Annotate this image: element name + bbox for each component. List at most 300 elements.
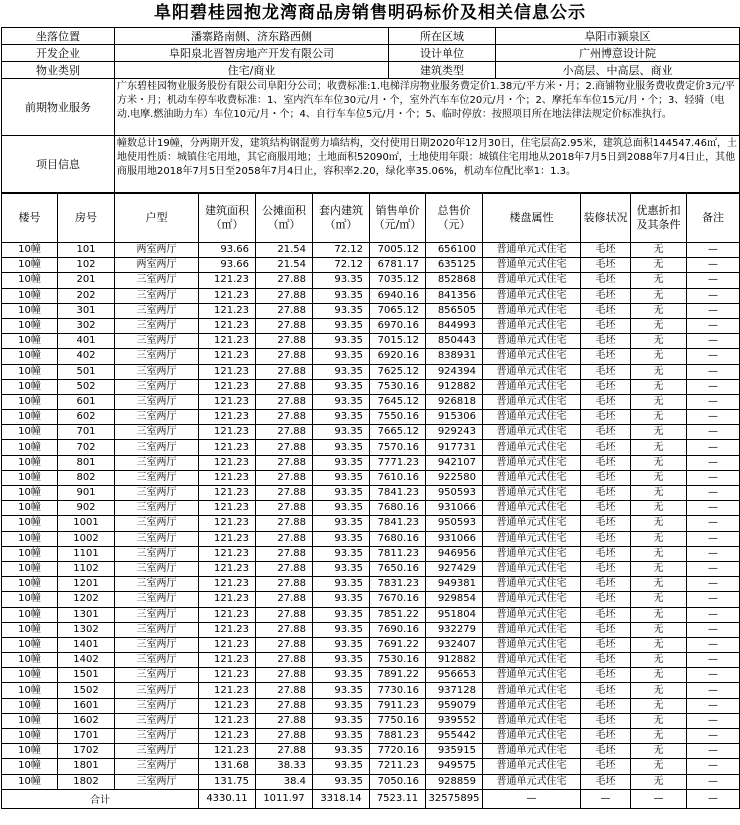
cell-property-attr: 普通单元式住宅 xyxy=(483,516,581,531)
cell-room: 102 xyxy=(58,258,115,273)
cell-unit-price: 7570.16 xyxy=(370,440,426,455)
cell-unit-price: 7690.16 xyxy=(370,622,426,637)
table-row xyxy=(2,394,740,409)
table-row xyxy=(2,713,740,728)
cell-layout: 三室两厅 xyxy=(115,394,199,409)
cell-area: 121.23 xyxy=(199,577,256,592)
cell-unit-price: 7665.12 xyxy=(370,425,426,440)
cell-total-price: 856505 xyxy=(426,303,483,318)
table-row xyxy=(2,729,740,744)
cell-decoration: 毛坯 xyxy=(581,759,631,774)
cell-room: 1401 xyxy=(58,637,115,652)
table-row xyxy=(2,379,740,394)
cell-layout: 三室两厅 xyxy=(115,334,199,349)
cell-property-attr: 普通单元式住宅 xyxy=(483,303,581,318)
table-row xyxy=(2,653,740,668)
total-inner: 3318.14 xyxy=(313,789,370,808)
cell-area: 121.23 xyxy=(199,470,256,485)
cell-note: — xyxy=(687,334,740,349)
building-type-label: 建筑类型 xyxy=(389,62,496,79)
cell-decoration: 毛坯 xyxy=(581,425,631,440)
cell-note: — xyxy=(687,318,740,333)
cell-note: — xyxy=(687,470,740,485)
cell-total-price: 956653 xyxy=(426,668,483,683)
cell-property-attr: 普通单元式住宅 xyxy=(483,440,581,455)
cell-note: — xyxy=(687,698,740,713)
cell-area: 121.23 xyxy=(199,713,256,728)
cell-building: 10幢 xyxy=(2,759,58,774)
cell-building: 10幢 xyxy=(2,592,58,607)
cell-building: 10幢 xyxy=(2,334,58,349)
cell-discount: 无 xyxy=(631,349,687,364)
cell-unit-price: 7680.16 xyxy=(370,501,426,516)
cell-layout: 三室两厅 xyxy=(115,455,199,470)
cell-inner-area: 93.35 xyxy=(313,577,370,592)
cell-decoration: 毛坯 xyxy=(581,243,631,258)
region-value: 阜阳市颍泉区 xyxy=(496,28,740,45)
cell-layout: 三室两厅 xyxy=(115,577,199,592)
cell-building: 10幢 xyxy=(2,273,58,288)
cell-discount: 无 xyxy=(631,653,687,668)
cell-building: 10幢 xyxy=(2,501,58,516)
cell-area: 121.23 xyxy=(199,516,256,531)
cell-note: — xyxy=(687,379,740,394)
cell-shared-area: 27.88 xyxy=(256,486,313,501)
cell-total-price: 949381 xyxy=(426,577,483,592)
cell-shared-area: 38.4 xyxy=(256,774,313,789)
table-row xyxy=(2,455,740,470)
cell-shared-area: 27.88 xyxy=(256,455,313,470)
cell-inner-area: 93.35 xyxy=(313,486,370,501)
cell-area: 121.23 xyxy=(199,349,256,364)
cell-property-attr: 普通单元式住宅 xyxy=(483,759,581,774)
table-row xyxy=(2,303,740,318)
cell-decoration: 毛坯 xyxy=(581,303,631,318)
cell-room: 902 xyxy=(58,501,115,516)
total-area: 4330.11 xyxy=(199,789,256,808)
cell-property-attr: 普通单元式住宅 xyxy=(483,637,581,652)
cell-room: 1302 xyxy=(58,622,115,637)
cell-decoration: 毛坯 xyxy=(581,774,631,789)
cell-total-price: 959079 xyxy=(426,698,483,713)
cell-decoration: 毛坯 xyxy=(581,637,631,652)
column-header: 建筑面积（㎡） xyxy=(199,194,256,243)
cell-area: 121.23 xyxy=(199,334,256,349)
cell-room: 101 xyxy=(58,243,115,258)
column-header: 销售单价（元/㎡） xyxy=(370,194,426,243)
table-row xyxy=(2,258,740,273)
cell-area: 121.23 xyxy=(199,607,256,622)
cell-property-attr: 普通单元式住宅 xyxy=(483,394,581,409)
cell-area: 121.23 xyxy=(199,653,256,668)
cell-discount: 无 xyxy=(631,455,687,470)
cell-unit-price: 6940.16 xyxy=(370,288,426,303)
cell-layout: 三室两厅 xyxy=(115,410,199,425)
cell-discount: 无 xyxy=(631,759,687,774)
cell-layout: 三室两厅 xyxy=(115,774,199,789)
cell-shared-area: 27.88 xyxy=(256,273,313,288)
cell-decoration: 毛坯 xyxy=(581,364,631,379)
cell-decoration: 毛坯 xyxy=(581,622,631,637)
cell-total-price: 912882 xyxy=(426,653,483,668)
cell-property-attr: 普通单元式住宅 xyxy=(483,425,581,440)
cell-property-attr: 普通单元式住宅 xyxy=(483,470,581,485)
cell-inner-area: 93.35 xyxy=(313,425,370,440)
cell-total-price: 917731 xyxy=(426,440,483,455)
column-header: 优惠折扣及其条件 xyxy=(631,194,687,243)
cell-property-attr: 普通单元式住宅 xyxy=(483,698,581,713)
cell-shared-area: 27.88 xyxy=(256,683,313,698)
cell-total-price: 929243 xyxy=(426,425,483,440)
cell-total-price: 946956 xyxy=(426,546,483,561)
cell-total-price: 929854 xyxy=(426,592,483,607)
cell-total-price: 931066 xyxy=(426,501,483,516)
cell-decoration: 毛坯 xyxy=(581,607,631,622)
cell-note: — xyxy=(687,410,740,425)
cell-unit-price: 7645.12 xyxy=(370,394,426,409)
cell-note: — xyxy=(687,637,740,652)
table-row xyxy=(2,470,740,485)
table-row xyxy=(2,486,740,501)
cell-decoration: 毛坯 xyxy=(581,592,631,607)
cell-note: — xyxy=(687,577,740,592)
table-row xyxy=(2,318,740,333)
cell-decoration: 毛坯 xyxy=(581,683,631,698)
cell-total-price: 852868 xyxy=(426,273,483,288)
cell-discount: 无 xyxy=(631,546,687,561)
cell-area: 121.23 xyxy=(199,364,256,379)
cell-discount: 无 xyxy=(631,622,687,637)
cell-layout: 三室两厅 xyxy=(115,713,199,728)
cell-discount: 无 xyxy=(631,713,687,728)
column-header: 楼号 xyxy=(2,194,58,243)
cell-property-attr: 普通单元式住宅 xyxy=(483,622,581,637)
cell-shared-area: 27.88 xyxy=(256,729,313,744)
cell-building: 10幢 xyxy=(2,455,58,470)
cell-inner-area: 93.35 xyxy=(313,318,370,333)
cell-building: 10幢 xyxy=(2,288,58,303)
cell-layout: 三室两厅 xyxy=(115,273,199,288)
cell-inner-area: 93.35 xyxy=(313,440,370,455)
cell-total-price: 937128 xyxy=(426,683,483,698)
cell-inner-area: 93.35 xyxy=(313,607,370,622)
cell-property-attr: 普通单元式住宅 xyxy=(483,744,581,759)
cell-building: 10幢 xyxy=(2,637,58,652)
cell-note: — xyxy=(687,440,740,455)
cell-room: 1501 xyxy=(58,668,115,683)
property-type-value: 住宅/商业 xyxy=(115,62,389,79)
cell-inner-area: 93.35 xyxy=(313,759,370,774)
cell-building: 10幢 xyxy=(2,303,58,318)
cell-decoration: 毛坯 xyxy=(581,258,631,273)
cell-note: — xyxy=(687,622,740,637)
cell-room: 901 xyxy=(58,486,115,501)
cell-property-attr: 普通单元式住宅 xyxy=(483,653,581,668)
table-row xyxy=(2,334,740,349)
cell-shared-area: 27.88 xyxy=(256,592,313,607)
cell-area: 131.68 xyxy=(199,759,256,774)
cell-total-price: 844993 xyxy=(426,318,483,333)
cell-area: 121.23 xyxy=(199,379,256,394)
cell-layout: 三室两厅 xyxy=(115,698,199,713)
cell-room: 301 xyxy=(58,303,115,318)
cell-note: — xyxy=(687,288,740,303)
cell-room: 1301 xyxy=(58,607,115,622)
column-header: 装修状况 xyxy=(581,194,631,243)
cell-inner-area: 93.35 xyxy=(313,288,370,303)
cell-layout: 三室两厅 xyxy=(115,486,199,501)
cell-property-attr: 普通单元式住宅 xyxy=(483,379,581,394)
cell-building: 10幢 xyxy=(2,394,58,409)
cell-decoration: 毛坯 xyxy=(581,394,631,409)
cell-layout: 三室两厅 xyxy=(115,349,199,364)
cell-shared-area: 27.88 xyxy=(256,561,313,576)
cell-unit-price: 7851.22 xyxy=(370,607,426,622)
cell-area: 121.23 xyxy=(199,592,256,607)
cell-shared-area: 27.88 xyxy=(256,668,313,683)
column-header: 楼盘属性 xyxy=(483,194,581,243)
cell-inner-area: 93.35 xyxy=(313,592,370,607)
cell-property-attr: 普通单元式住宅 xyxy=(483,713,581,728)
column-header: 备注 xyxy=(687,194,740,243)
cell-building: 10幢 xyxy=(2,546,58,561)
cell-note: — xyxy=(687,258,740,273)
cell-discount: 无 xyxy=(631,531,687,546)
cell-unit-price: 7691.22 xyxy=(370,637,426,652)
region-label: 所在区域 xyxy=(389,28,496,45)
cell-unit-price: 7811.23 xyxy=(370,546,426,561)
cell-area: 121.23 xyxy=(199,668,256,683)
project-label: 项目信息 xyxy=(2,136,115,193)
cell-property-attr: 普通单元式住宅 xyxy=(483,607,581,622)
cell-building: 10幢 xyxy=(2,683,58,698)
cell-note: — xyxy=(687,653,740,668)
cell-note: — xyxy=(687,774,740,789)
cell-inner-area: 93.35 xyxy=(313,774,370,789)
cell-unit-price: 7211.23 xyxy=(370,759,426,774)
cell-layout: 三室两厅 xyxy=(115,607,199,622)
cell-inner-area: 93.35 xyxy=(313,698,370,713)
cell-decoration: 毛坯 xyxy=(581,379,631,394)
cell-layout: 三室两厅 xyxy=(115,501,199,516)
cell-total-price: 939552 xyxy=(426,713,483,728)
cell-unit-price: 7530.16 xyxy=(370,379,426,394)
cell-total-price: 912882 xyxy=(426,379,483,394)
cell-property-attr: 普通单元式住宅 xyxy=(483,577,581,592)
cell-property-attr: 普通单元式住宅 xyxy=(483,561,581,576)
cell-building: 10幢 xyxy=(2,516,58,531)
table-row xyxy=(2,592,740,607)
cell-area: 121.23 xyxy=(199,561,256,576)
cell-layout: 三室两厅 xyxy=(115,531,199,546)
cell-area: 121.23 xyxy=(199,744,256,759)
table-row xyxy=(2,273,740,288)
cell-note: — xyxy=(687,744,740,759)
cell-inner-area: 93.35 xyxy=(313,729,370,744)
cell-layout: 两室两厅 xyxy=(115,243,199,258)
cell-area: 121.23 xyxy=(199,394,256,409)
cell-room: 201 xyxy=(58,273,115,288)
cell-discount: 无 xyxy=(631,637,687,652)
cell-total-price: 942107 xyxy=(426,455,483,470)
cell-room: 1102 xyxy=(58,561,115,576)
cell-decoration: 毛坯 xyxy=(581,318,631,333)
cell-layout: 三室两厅 xyxy=(115,288,199,303)
cell-area: 121.23 xyxy=(199,425,256,440)
cell-area: 121.23 xyxy=(199,698,256,713)
cell-decoration: 毛坯 xyxy=(581,410,631,425)
cell-unit-price: 7750.16 xyxy=(370,713,426,728)
cell-area: 121.23 xyxy=(199,303,256,318)
cell-decoration: 毛坯 xyxy=(581,440,631,455)
cell-discount: 无 xyxy=(631,516,687,531)
cell-inner-area: 93.35 xyxy=(313,455,370,470)
cell-total-price: 850443 xyxy=(426,334,483,349)
cell-property-attr: 普通单元式住宅 xyxy=(483,258,581,273)
cell-room: 1201 xyxy=(58,577,115,592)
table-row xyxy=(2,425,740,440)
cell-discount: 无 xyxy=(631,273,687,288)
cell-decoration: 毛坯 xyxy=(581,516,631,531)
cell-unit-price: 7530.16 xyxy=(370,653,426,668)
cell-note: — xyxy=(687,273,740,288)
cell-building: 10幢 xyxy=(2,577,58,592)
cell-shared-area: 27.88 xyxy=(256,364,313,379)
column-header: 套内建筑（㎡） xyxy=(313,194,370,243)
cell-property-attr: 普通单元式住宅 xyxy=(483,288,581,303)
cell-property-attr: 普通单元式住宅 xyxy=(483,546,581,561)
cell-layout: 三室两厅 xyxy=(115,759,199,774)
table-row xyxy=(2,577,740,592)
cell-building: 10幢 xyxy=(2,561,58,576)
cell-area: 121.23 xyxy=(199,455,256,470)
cell-discount: 无 xyxy=(631,744,687,759)
cell-room: 1802 xyxy=(58,774,115,789)
cell-discount: 无 xyxy=(631,288,687,303)
cell-room: 1801 xyxy=(58,759,115,774)
cell-layout: 三室两厅 xyxy=(115,668,199,683)
cell-discount: 无 xyxy=(631,303,687,318)
table-row xyxy=(2,288,740,303)
cell-note: — xyxy=(687,455,740,470)
cell-area: 121.23 xyxy=(199,546,256,561)
cell-discount: 无 xyxy=(631,410,687,425)
table-row xyxy=(2,607,740,622)
cell-building: 10幢 xyxy=(2,470,58,485)
cell-inner-area: 93.35 xyxy=(313,531,370,546)
table-row xyxy=(2,774,740,789)
cell-unit-price: 7720.16 xyxy=(370,744,426,759)
cell-room: 1502 xyxy=(58,683,115,698)
cell-shared-area: 27.88 xyxy=(256,622,313,637)
cell-total-price: 927429 xyxy=(426,561,483,576)
cell-total-price: 656100 xyxy=(426,243,483,258)
cell-building: 10幢 xyxy=(2,744,58,759)
cell-total-price: 838931 xyxy=(426,349,483,364)
cell-area: 121.23 xyxy=(199,486,256,501)
cell-decoration: 毛坯 xyxy=(581,546,631,561)
cell-layout: 三室两厅 xyxy=(115,744,199,759)
cell-room: 1002 xyxy=(58,531,115,546)
table-row xyxy=(2,349,740,364)
cell-inner-area: 93.35 xyxy=(313,622,370,637)
cell-building: 10幢 xyxy=(2,653,58,668)
cell-note: — xyxy=(687,546,740,561)
cell-decoration: 毛坯 xyxy=(581,334,631,349)
cell-inner-area: 93.35 xyxy=(313,470,370,485)
cell-layout: 三室两厅 xyxy=(115,546,199,561)
cell-area: 121.23 xyxy=(199,501,256,516)
cell-unit-price: 7680.16 xyxy=(370,531,426,546)
cell-decoration: 毛坯 xyxy=(581,668,631,683)
cell-shared-area: 27.88 xyxy=(256,744,313,759)
cell-decoration: 毛坯 xyxy=(581,501,631,516)
total-decor: — xyxy=(581,789,631,808)
cell-total-price: 949575 xyxy=(426,759,483,774)
table-row xyxy=(2,531,740,546)
cell-room: 1701 xyxy=(58,729,115,744)
cell-inner-area: 93.35 xyxy=(313,379,370,394)
cell-unit-price: 7881.23 xyxy=(370,729,426,744)
cell-discount: 无 xyxy=(631,577,687,592)
cell-property-attr: 普通单元式住宅 xyxy=(483,486,581,501)
cell-shared-area: 27.88 xyxy=(256,531,313,546)
cell-room: 1101 xyxy=(58,546,115,561)
project-value: 幢数总计19幢，分两期开发，建筑结构钢混剪力墙结构，交付使用日期2020年12月30日，住宅层高2.95米，建筑总面积144547.46㎡，土地使用性质：城镇住宅用地，其它商服用地；土地面积52090㎡，土地使用年限：城镇住宅用地从2018年7月5日到2088年7月4日止，其他商服用地2018年7月5日至2058年7月4日止，容积率2.20，绿化率35.06%，机动车位配比率1：1.3。 xyxy=(115,136,740,193)
cell-property-attr: 普通单元式住宅 xyxy=(483,531,581,546)
cell-decoration: 毛坯 xyxy=(581,729,631,744)
cell-total-price: 922580 xyxy=(426,470,483,485)
column-header: 房号 xyxy=(58,194,115,243)
cell-note: — xyxy=(687,349,740,364)
cell-note: — xyxy=(687,394,740,409)
cell-inner-area: 93.35 xyxy=(313,683,370,698)
cell-building: 10幢 xyxy=(2,607,58,622)
cell-room: 1202 xyxy=(58,592,115,607)
total-label: 合计 xyxy=(2,789,199,808)
cell-room: 302 xyxy=(58,318,115,333)
cell-unit-price: 7911.23 xyxy=(370,698,426,713)
cell-unit-price: 7891.22 xyxy=(370,668,426,683)
cell-shared-area: 27.88 xyxy=(256,394,313,409)
table-row xyxy=(2,561,740,576)
cell-discount: 无 xyxy=(631,425,687,440)
cell-total-price: 951804 xyxy=(426,607,483,622)
cell-inner-area: 93.35 xyxy=(313,516,370,531)
cell-total-price: 950593 xyxy=(426,516,483,531)
cell-note: — xyxy=(687,592,740,607)
cell-unit-price: 6920.16 xyxy=(370,349,426,364)
cell-note: — xyxy=(687,501,740,516)
cell-note: — xyxy=(687,531,740,546)
table-row xyxy=(2,440,740,455)
cell-property-attr: 普通单元式住宅 xyxy=(483,243,581,258)
cell-decoration: 毛坯 xyxy=(581,531,631,546)
cell-inner-area: 93.35 xyxy=(313,546,370,561)
cell-unit-price: 7035.12 xyxy=(370,273,426,288)
cell-layout: 三室两厅 xyxy=(115,729,199,744)
cell-total-price: 924394 xyxy=(426,364,483,379)
developer-label: 开发企业 xyxy=(2,45,115,62)
cell-layout: 三室两厅 xyxy=(115,683,199,698)
building-type-value: 小高层、中高层、商业 xyxy=(496,62,740,79)
cell-discount: 无 xyxy=(631,334,687,349)
cell-unit-price: 7610.16 xyxy=(370,470,426,485)
cell-discount: 无 xyxy=(631,607,687,622)
cell-unit-price: 7730.16 xyxy=(370,683,426,698)
cell-room: 701 xyxy=(58,425,115,440)
cell-layout: 三室两厅 xyxy=(115,425,199,440)
